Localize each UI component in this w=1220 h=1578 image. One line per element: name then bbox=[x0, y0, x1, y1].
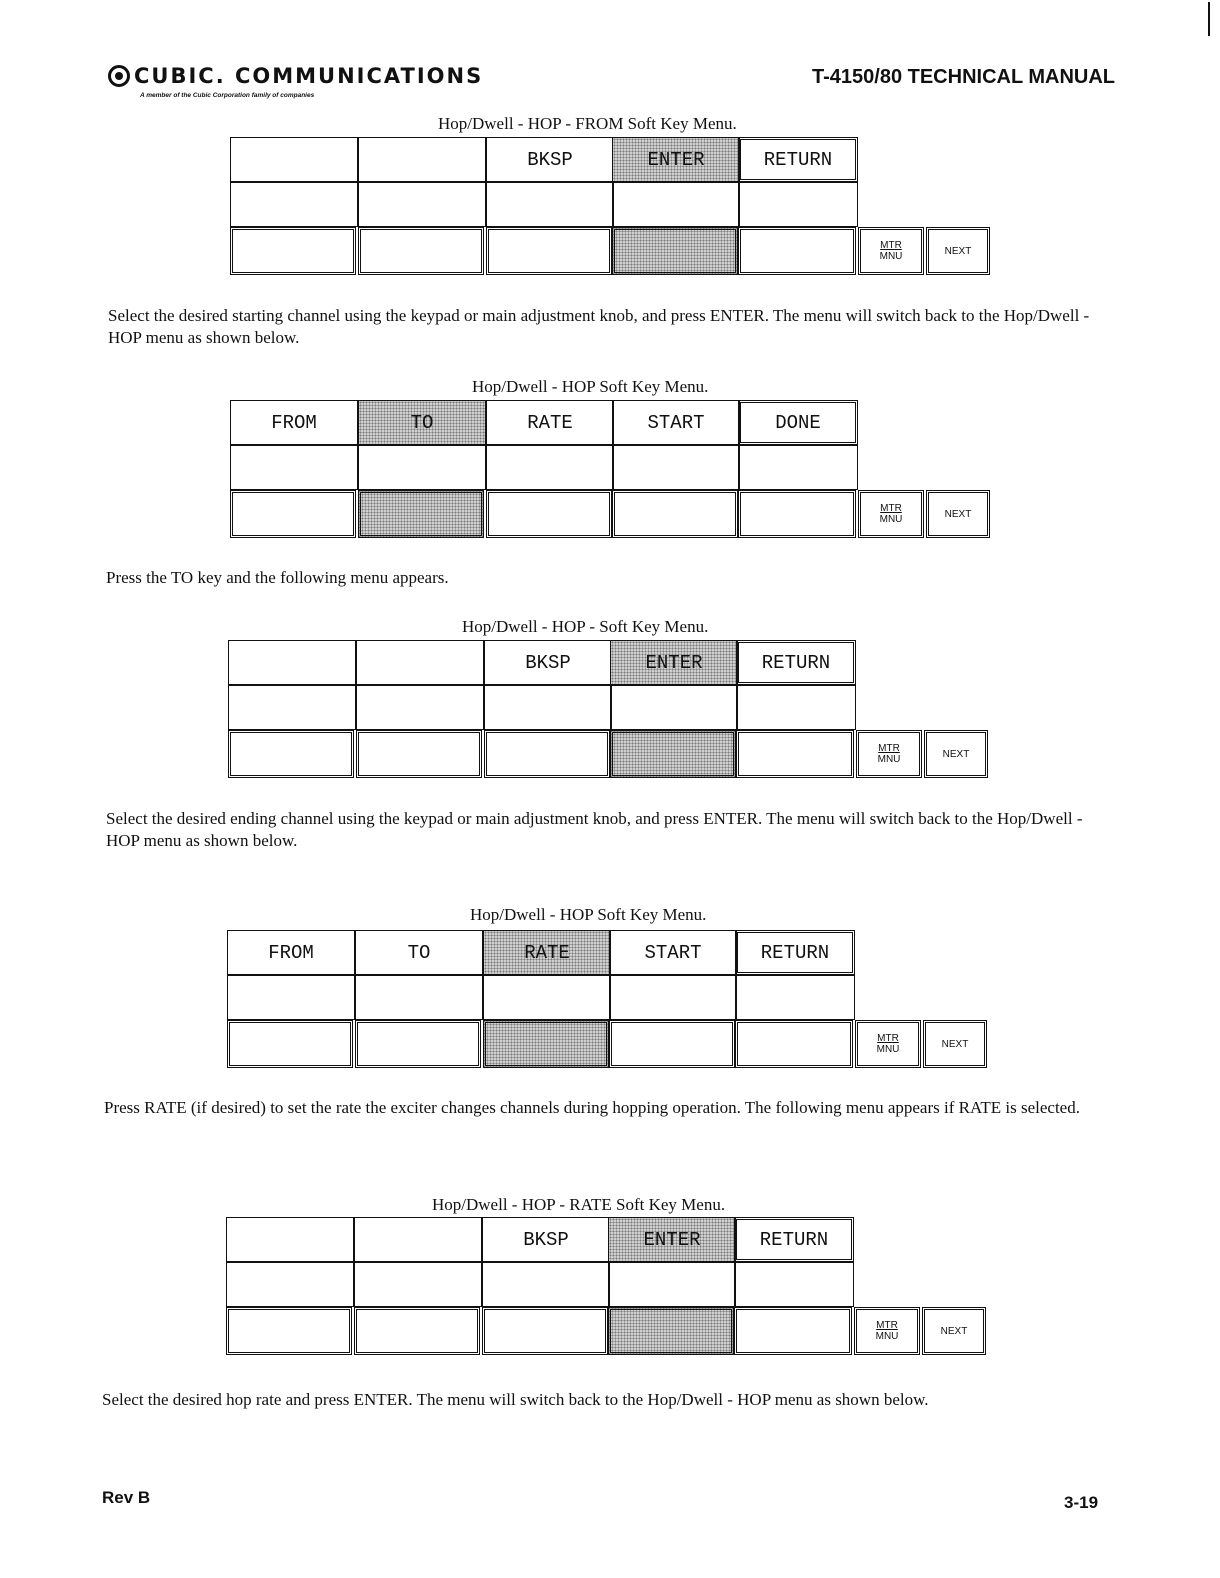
soft-key-label: ENTER bbox=[612, 137, 740, 182]
soft-key-label: RATE bbox=[483, 930, 611, 975]
soft-key-button[interactable] bbox=[609, 1020, 735, 1068]
meter-menu-label-top: MTR bbox=[880, 503, 902, 514]
soft-key-spacer bbox=[227, 975, 355, 1020]
soft-key-button[interactable] bbox=[226, 1307, 352, 1355]
soft-key-label: RETURN bbox=[736, 640, 856, 685]
meter-menu-label-top: MTR bbox=[876, 1320, 898, 1331]
soft-key-menu bbox=[227, 930, 987, 1072]
soft-key-label: RATE bbox=[486, 400, 614, 445]
revision-label: Rev B bbox=[102, 1488, 151, 1507]
soft-key-spacer bbox=[482, 1262, 610, 1307]
soft-key-button[interactable] bbox=[736, 730, 854, 778]
soft-key-label: DONE bbox=[738, 400, 858, 445]
soft-key-spacer bbox=[230, 445, 358, 490]
soft-key-button[interactable] bbox=[612, 490, 738, 538]
manual-title: T-4150/80 TECHNICAL MANUAL bbox=[812, 66, 1116, 88]
paragraph: Press the TO key and the following menu appears. bbox=[106, 568, 449, 587]
soft-key-spacer bbox=[486, 445, 614, 490]
soft-key-button[interactable] bbox=[486, 227, 612, 275]
next-button-label: NEXT bbox=[944, 245, 972, 257]
soft-key-label: BKSP bbox=[482, 1217, 610, 1262]
meter-menu-button[interactable] bbox=[858, 490, 924, 538]
meter-menu-button[interactable] bbox=[858, 227, 924, 275]
soft-key-spacer bbox=[608, 1262, 736, 1307]
page-number: 3-19 bbox=[1064, 1493, 1099, 1512]
paragraph: Press RATE (if desired) to set the rate the exciter changes channels during hopping operation. The following menu appears if RATE is selected. bbox=[104, 1098, 1080, 1117]
page-edge-mark bbox=[1208, 2, 1210, 36]
soft-key-label: RETURN bbox=[735, 930, 855, 975]
soft-key-label: FROM bbox=[230, 400, 358, 445]
meter-menu-label-bottom: MNU bbox=[877, 754, 901, 765]
soft-key-button[interactable] bbox=[738, 490, 856, 538]
soft-key-label bbox=[354, 1217, 482, 1262]
next-button[interactable] bbox=[922, 1307, 986, 1355]
soft-key-label: ENTER bbox=[608, 1217, 736, 1262]
soft-key-spacer bbox=[486, 182, 614, 227]
soft-key-menu bbox=[230, 137, 990, 279]
soft-key-spacer bbox=[354, 1262, 482, 1307]
soft-key-spacer bbox=[734, 1262, 854, 1307]
meter-menu-label-bottom: MNU bbox=[876, 1044, 900, 1055]
paragraph: Select the desired hop rate and press ENTER. The menu will switch back to the Hop/Dwell - HOP menu as shown below. bbox=[102, 1390, 929, 1409]
soft-key-spacer bbox=[358, 445, 486, 490]
soft-key-button[interactable] bbox=[227, 1020, 353, 1068]
menu-caption: Hop/Dwell - HOP Soft Key Menu. bbox=[470, 905, 707, 924]
company-logo bbox=[108, 64, 483, 88]
meter-menu-label-top: MTR bbox=[880, 240, 902, 251]
meter-menu-button[interactable] bbox=[854, 1307, 920, 1355]
soft-key-button[interactable] bbox=[735, 1020, 853, 1068]
soft-key-button[interactable] bbox=[230, 227, 356, 275]
soft-key-label: RETURN bbox=[734, 1217, 854, 1262]
next-button-label: NEXT bbox=[942, 748, 970, 760]
soft-key-button[interactable] bbox=[230, 490, 356, 538]
soft-key-label: START bbox=[612, 400, 740, 445]
soft-key-spacer bbox=[736, 685, 856, 730]
soft-key-spacer bbox=[735, 975, 855, 1020]
menu-caption: Hop/Dwell - HOP - Soft Key Menu. bbox=[462, 617, 709, 636]
soft-key-button[interactable] bbox=[484, 730, 610, 778]
soft-key-label bbox=[230, 137, 358, 182]
menu-caption: Hop/Dwell - HOP - FROM Soft Key Menu. bbox=[438, 114, 737, 133]
paragraph: Select the desired ending channel using the keypad or main adjustment knob, and press ENTER. The menu will switch back to the Hop/Dwell - HOP menu as shown below. bbox=[106, 809, 1083, 850]
soft-key-label bbox=[358, 137, 486, 182]
next-button-label: NEXT bbox=[944, 508, 972, 520]
soft-key-spacer bbox=[355, 975, 483, 1020]
soft-key-button[interactable] bbox=[608, 1307, 734, 1355]
meter-menu-label-bottom: MNU bbox=[875, 1331, 899, 1342]
soft-key-button[interactable] bbox=[228, 730, 354, 778]
paragraph: Select the desired starting channel using the keypad or main adjustment knob, and press ENTER. The menu will switch back to the Hop/Dwell - HOP menu as shown below. bbox=[108, 306, 1090, 347]
soft-key-label: START bbox=[609, 930, 737, 975]
next-button[interactable] bbox=[924, 730, 988, 778]
soft-key-spacer bbox=[609, 975, 737, 1020]
soft-key-spacer bbox=[358, 182, 486, 227]
next-button[interactable] bbox=[926, 227, 990, 275]
soft-key-spacer bbox=[483, 975, 611, 1020]
soft-key-label: ENTER bbox=[610, 640, 738, 685]
soft-key-button[interactable] bbox=[356, 730, 482, 778]
soft-key-button[interactable] bbox=[358, 227, 484, 275]
soft-key-menu bbox=[230, 400, 990, 542]
company-name: CUBIC. COMMUNICATIONS bbox=[134, 64, 484, 88]
soft-key-button[interactable] bbox=[354, 1307, 480, 1355]
next-button-label: NEXT bbox=[940, 1325, 968, 1337]
next-button-label: NEXT bbox=[941, 1038, 969, 1050]
soft-key-label: TO bbox=[358, 400, 486, 445]
soft-key-button[interactable] bbox=[612, 227, 738, 275]
soft-key-spacer bbox=[612, 445, 740, 490]
menu-caption: Hop/Dwell - HOP - RATE Soft Key Menu. bbox=[432, 1195, 726, 1214]
soft-key-button[interactable] bbox=[358, 490, 484, 538]
company-tagline: A member of the Cubic Corporation family of companies bbox=[140, 92, 315, 99]
meter-menu-label-top: MTR bbox=[878, 743, 900, 754]
soft-key-label: BKSP bbox=[486, 137, 614, 182]
soft-key-spacer bbox=[612, 182, 740, 227]
meter-menu-label-top: MTR bbox=[877, 1033, 899, 1044]
meter-menu-label-bottom: MNU bbox=[879, 514, 903, 525]
soft-key-label bbox=[228, 640, 356, 685]
soft-key-label: TO bbox=[355, 930, 483, 975]
soft-key-label: RETURN bbox=[738, 137, 858, 182]
soft-key-button[interactable] bbox=[734, 1307, 852, 1355]
soft-key-spacer bbox=[228, 685, 356, 730]
soft-key-label bbox=[226, 1217, 354, 1262]
soft-key-spacer bbox=[226, 1262, 354, 1307]
menu-caption: Hop/Dwell - HOP Soft Key Menu. bbox=[472, 377, 709, 396]
soft-key-menu bbox=[226, 1217, 986, 1359]
soft-key-spacer bbox=[738, 445, 858, 490]
next-button[interactable] bbox=[926, 490, 990, 538]
next-button[interactable] bbox=[923, 1020, 987, 1068]
soft-key-button[interactable] bbox=[486, 490, 612, 538]
cubic-logo-icon bbox=[108, 65, 130, 87]
soft-key-button[interactable] bbox=[355, 1020, 481, 1068]
soft-key-spacer bbox=[738, 182, 858, 227]
soft-key-spacer bbox=[230, 182, 358, 227]
meter-menu-button[interactable] bbox=[856, 730, 922, 778]
soft-key-label: BKSP bbox=[484, 640, 612, 685]
meter-menu-label-bottom: MNU bbox=[879, 251, 903, 262]
soft-key-label bbox=[356, 640, 484, 685]
soft-key-button[interactable] bbox=[483, 1020, 609, 1068]
soft-key-menu bbox=[228, 640, 988, 782]
soft-key-button[interactable] bbox=[738, 227, 856, 275]
meter-menu-button[interactable] bbox=[855, 1020, 921, 1068]
soft-key-spacer bbox=[356, 685, 484, 730]
soft-key-button[interactable] bbox=[482, 1307, 608, 1355]
soft-key-spacer bbox=[484, 685, 612, 730]
soft-key-spacer bbox=[610, 685, 738, 730]
soft-key-button[interactable] bbox=[610, 730, 736, 778]
soft-key-label: FROM bbox=[227, 930, 355, 975]
